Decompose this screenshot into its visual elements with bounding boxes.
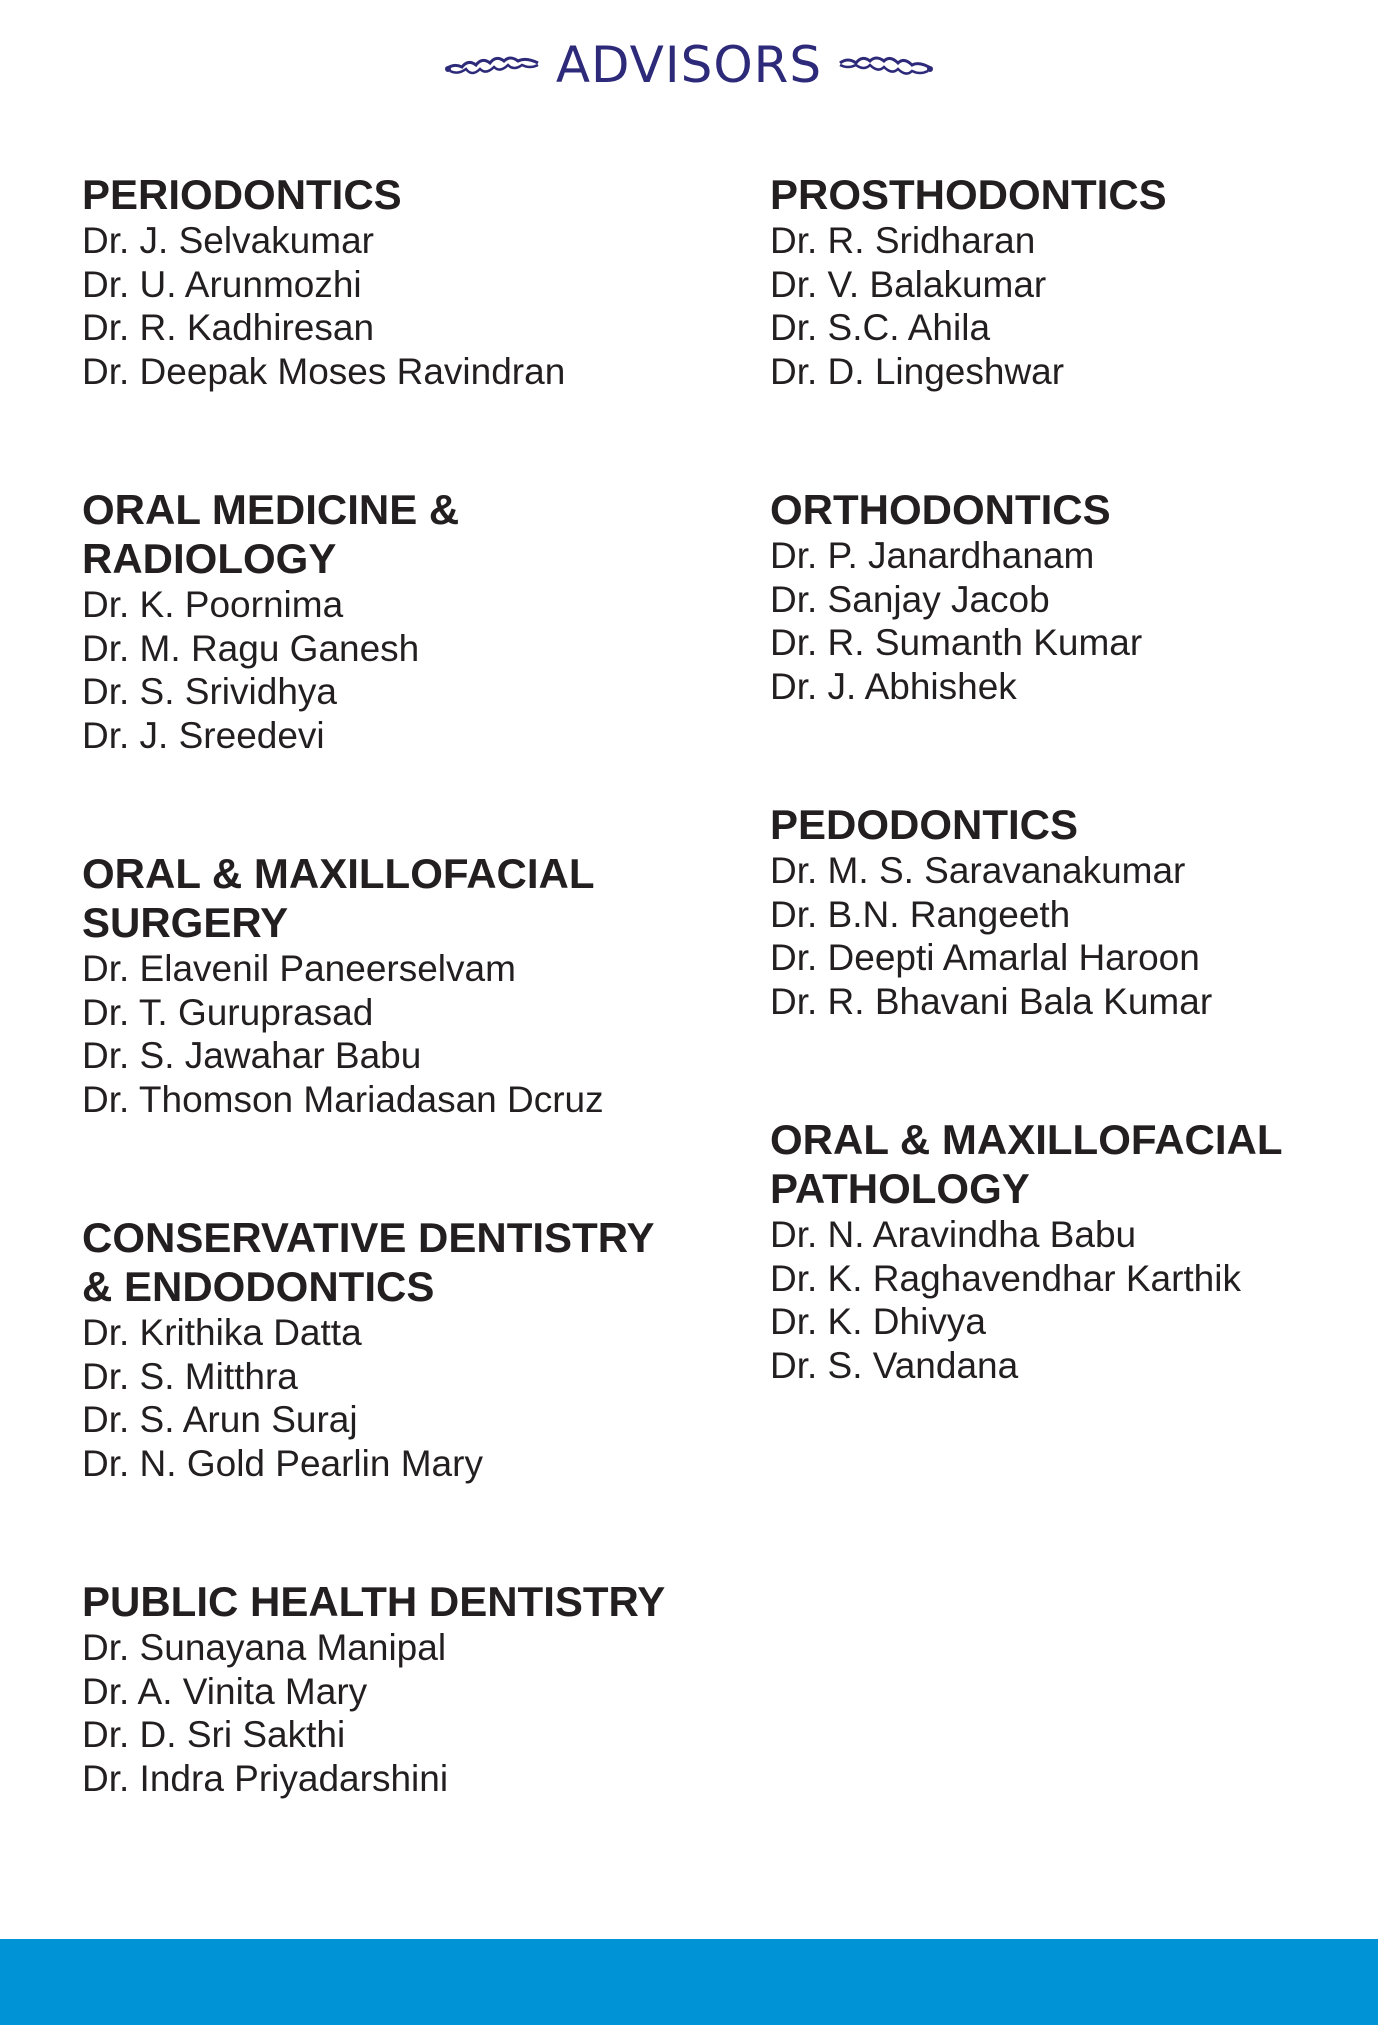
page-header <box>0 30 1378 100</box>
right-column <box>770 170 1370 1387</box>
advisor-list <box>82 1626 762 1800</box>
advisor-name: Dr. J. Abhishek <box>770 665 1017 707</box>
advisor-name: Dr. J. Selvakumar <box>82 220 374 261</box>
section-oral-medicine-radiology <box>82 485 762 757</box>
right-ornament-icon <box>838 51 934 79</box>
advisor-name: Dr. N. Aravindha Babu <box>770 1214 1137 1255</box>
section-pedodontics <box>770 800 1370 1023</box>
section-title: CONSERVATIVE DENTISTRY & ENDODONTICS <box>82 1214 655 1310</box>
advisor-name: Dr. M. S. Saravanakumar <box>770 850 1186 891</box>
advisor-name: Dr. V. Balakumar <box>770 263 1047 305</box>
section-title: ORAL & MAXILLOFACIAL SURGERY <box>82 850 595 946</box>
advisor-name: Dr. K. Poornima <box>82 584 344 625</box>
left-column <box>82 170 762 1800</box>
advisor-name: Dr. U. Arunmozhi <box>82 263 362 305</box>
advisor-name: Dr. T. Guruprasad <box>82 991 374 1033</box>
advisor-name: Dr. R. Kadhiresan <box>82 307 375 348</box>
advisor-list <box>82 583 762 757</box>
section-oral-maxillofacial-surgery <box>82 849 762 1121</box>
advisor-name: Dr. D. Lingeshwar <box>770 350 1065 392</box>
section-title: ORTHODONTICS <box>770 486 1111 533</box>
advisor-name: Dr. Deepti Amarlal Haroon <box>770 937 1200 978</box>
section-title: ORAL & MAXILLOFACIAL PATHOLOGY <box>770 1116 1283 1212</box>
advisor-name: Dr. A. Vinita Mary <box>82 1670 368 1712</box>
section-periodontics <box>82 170 762 393</box>
advisor-name: Dr. K. Raghavendhar Karthik <box>770 1257 1241 1299</box>
advisor-name: Dr. P. Janardhanam <box>770 535 1095 576</box>
section-title: PUBLIC HEALTH DENTISTRY <box>82 1578 666 1625</box>
advisor-name: Dr. R. Sridharan <box>770 220 1036 261</box>
section-title: PROSTHODONTICS <box>770 171 1167 218</box>
advisor-name: Dr. Krithika Datta <box>82 1312 362 1353</box>
advisor-list <box>770 219 1370 393</box>
advisor-name: Dr. N. Gold Pearlin Mary <box>82 1442 483 1484</box>
advisor-list <box>82 1311 762 1485</box>
advisor-name: Dr. Thomson Mariadasan Dcruz <box>82 1078 604 1120</box>
advisor-list <box>82 947 762 1121</box>
section-prosthodontics <box>770 170 1370 393</box>
advisor-list <box>770 1213 1370 1387</box>
advisor-list <box>770 849 1370 1023</box>
section-title: PERIODONTICS <box>82 171 402 218</box>
advisor-name: Dr. S. Mitthra <box>82 1355 298 1397</box>
advisor-name: Dr. Deepak Moses Ravindran <box>82 350 566 392</box>
advisor-name: Dr. S. Vandana <box>770 1344 1019 1386</box>
section-oral-maxillofacial-pathology <box>770 1115 1370 1387</box>
advisor-name: Dr. Sunayana Manipal <box>82 1627 447 1668</box>
page-title: ADVISORS <box>555 36 823 94</box>
section-public-health-dentistry <box>82 1577 762 1800</box>
advisor-name: Dr. S. Srividhya <box>82 671 337 712</box>
advisor-name: Dr. Elavenil Paneerselvam <box>82 948 516 989</box>
advisor-name: Dr. S.C. Ahila <box>770 307 991 348</box>
footer-bar <box>0 1939 1378 2025</box>
advisor-name: Dr. K. Dhivya <box>770 1301 986 1342</box>
advisor-name: Dr. R. Sumanth Kumar <box>770 622 1143 663</box>
advisor-name: Dr. B.N. Rangeeth <box>770 893 1071 935</box>
left-ornament-icon <box>444 51 540 79</box>
advisor-list <box>770 534 1370 708</box>
advisor-list <box>82 219 762 393</box>
section-title: ORAL MEDICINE & RADIOLOGY <box>82 486 460 582</box>
advisor-name: Dr. S. Jawahar Babu <box>82 1035 422 1076</box>
advisor-name: Dr. R. Bhavani Bala Kumar <box>770 980 1213 1022</box>
advisor-name: Dr. M. Ragu Ganesh <box>82 627 420 669</box>
advisor-name: Dr. J. Sreedevi <box>82 714 325 756</box>
section-orthodontics <box>770 485 1370 708</box>
advisor-name: Dr. S. Arun Suraj <box>82 1399 358 1440</box>
advisor-name: Dr. Sanjay Jacob <box>770 578 1050 620</box>
advisor-name: Dr. D. Sri Sakthi <box>82 1714 346 1755</box>
section-conservative-dentistry-endodontics <box>82 1213 762 1485</box>
section-title: PEDODONTICS <box>770 801 1079 848</box>
advisor-name: Dr. Indra Priyadarshini <box>82 1757 449 1799</box>
